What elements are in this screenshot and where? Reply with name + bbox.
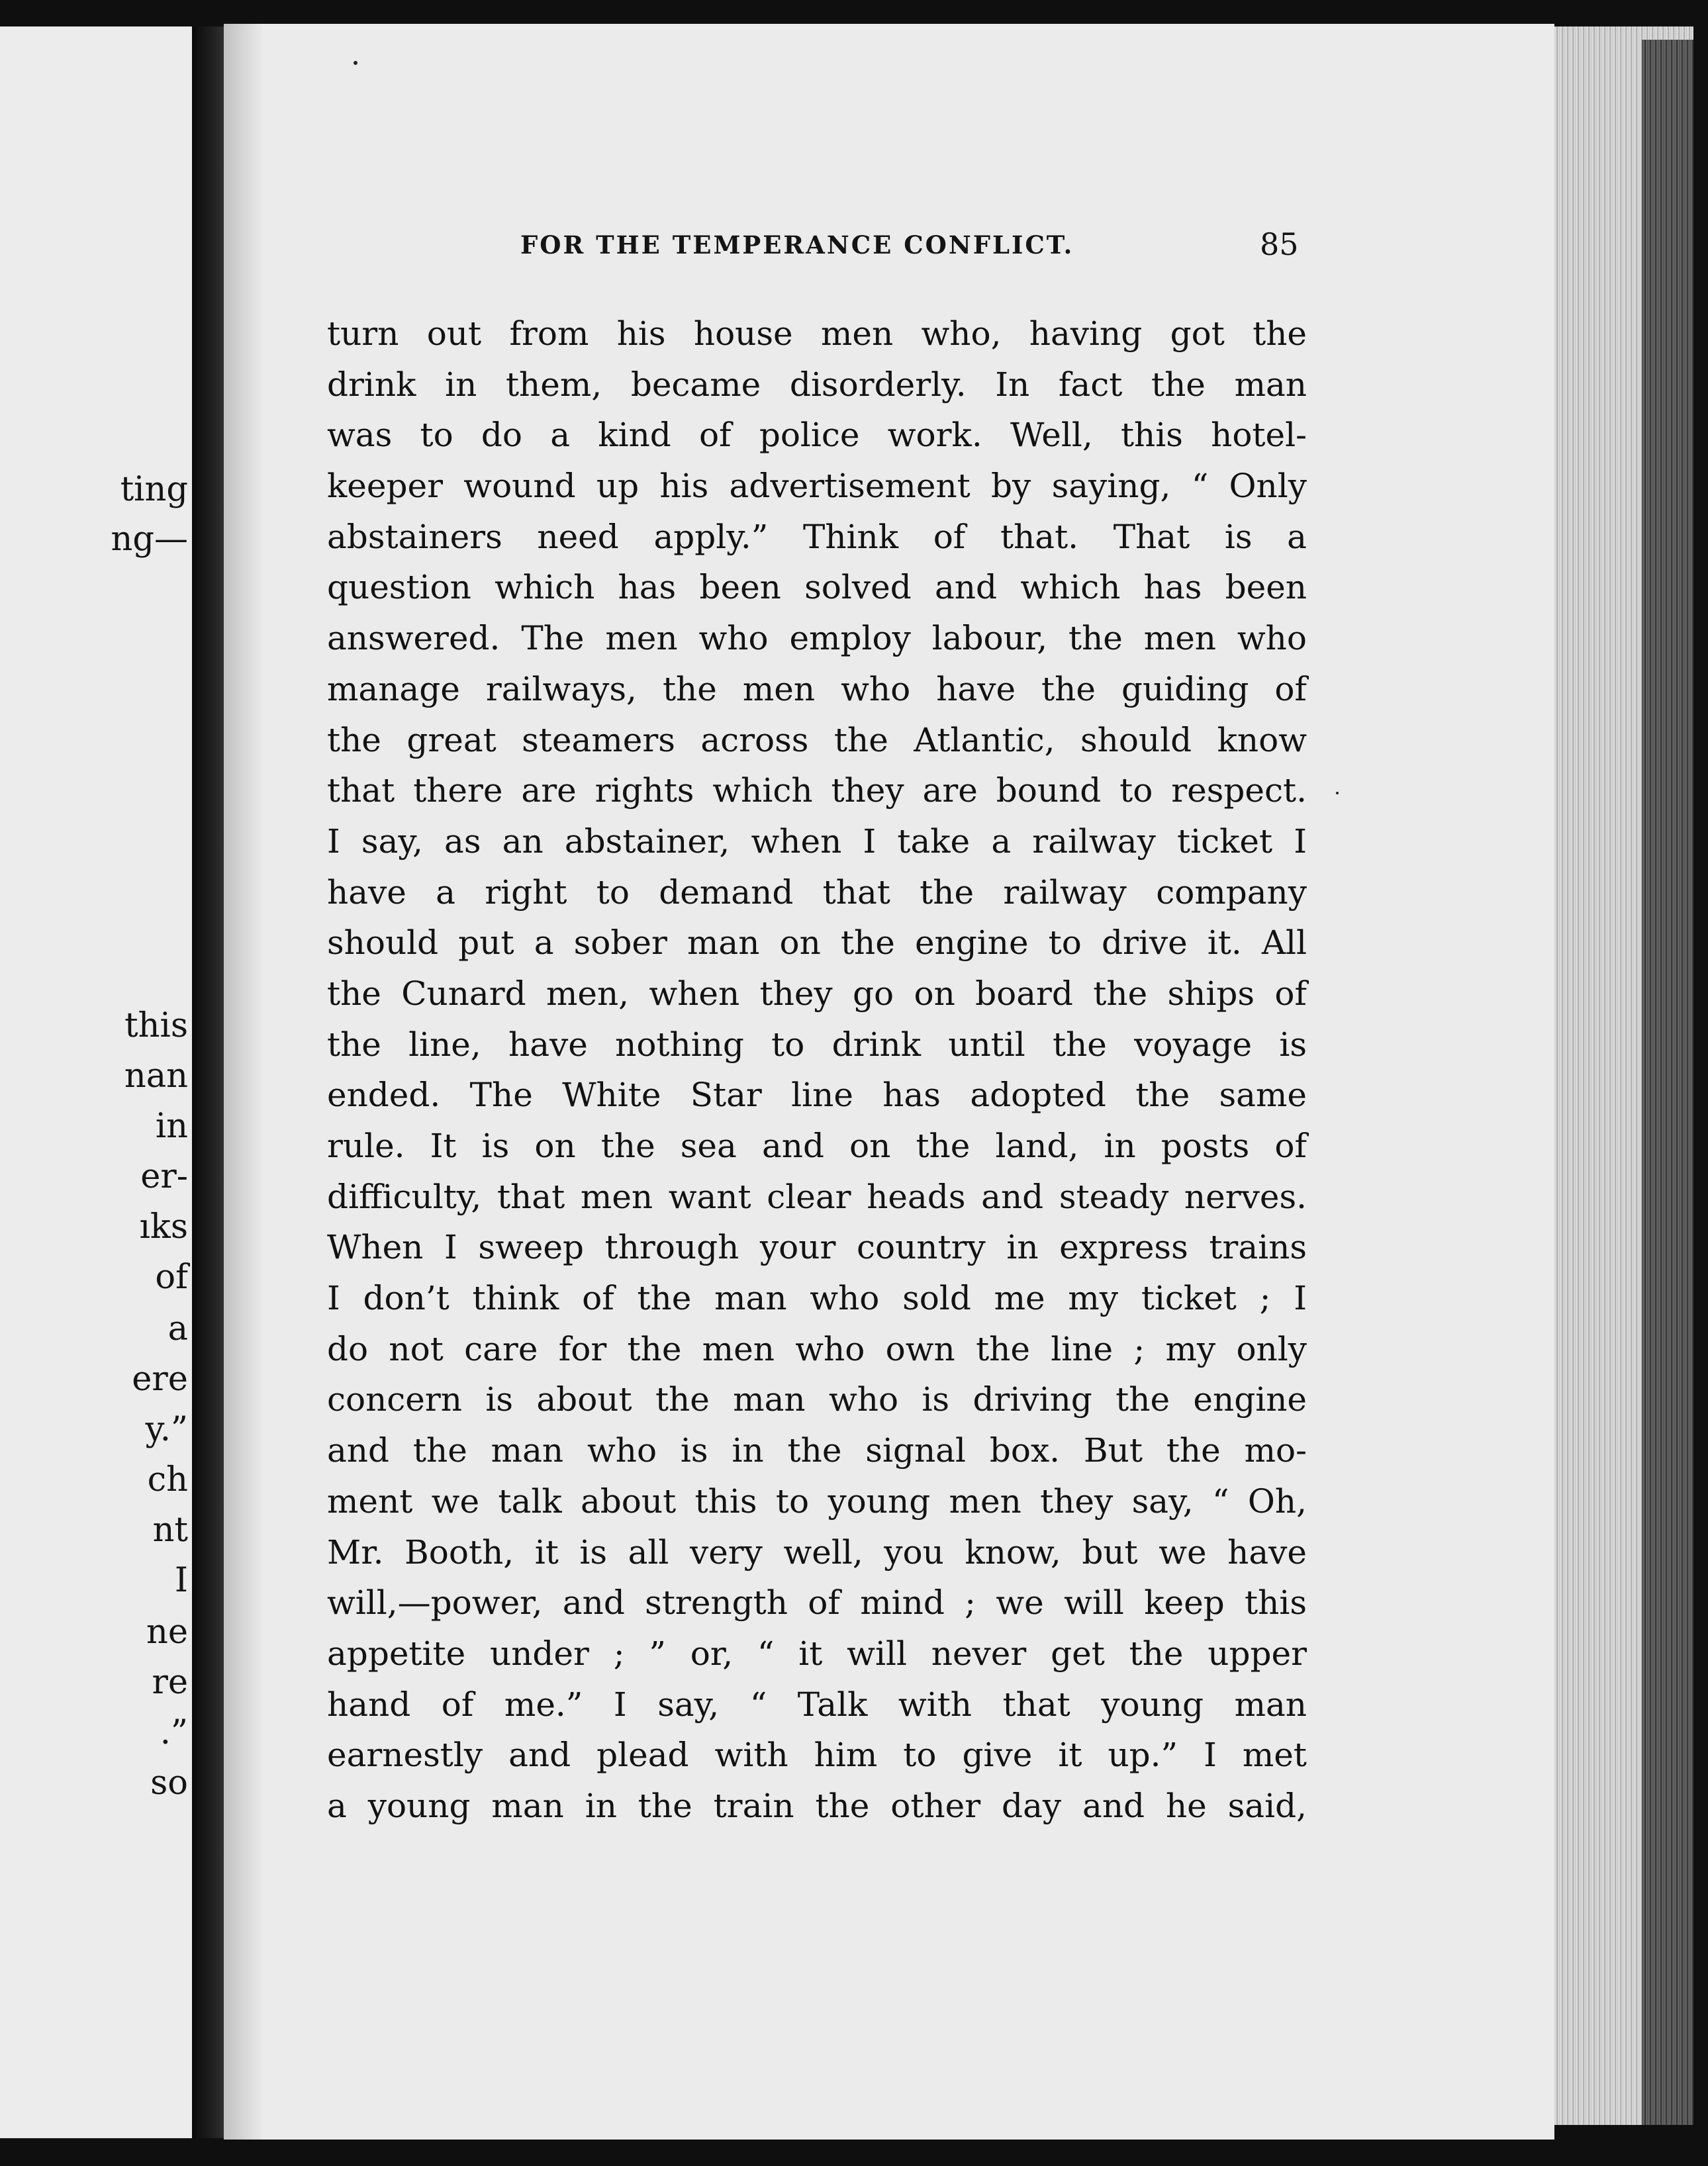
text-line: manage railways, the men who have the guiding of: [327, 669, 1307, 708]
text-line: appetite under ; ” or, “ it will never get the upper: [327, 1634, 1307, 1673]
text-line: have a right to demand that the railway company: [327, 872, 1307, 912]
facing-page-text: nan: [124, 1057, 188, 1096]
facing-page-text: er-: [140, 1157, 188, 1196]
text-line: ment we talk about this to young men they say, “ Oh,: [327, 1482, 1307, 1521]
facing-page-text: nt: [152, 1511, 188, 1550]
paper-speck: [1336, 792, 1339, 794]
text-line: turn out from his house men who, having got the: [327, 314, 1307, 353]
facing-page-text: .”: [160, 1713, 188, 1752]
facing-page-text: so: [150, 1764, 188, 1803]
text-line: the Cunard men, when they go on board the ships of: [327, 974, 1307, 1013]
facing-page-text: ne: [146, 1613, 188, 1652]
paper-speck: [354, 61, 357, 65]
text-line: When I sweep through your country in express trains: [327, 1228, 1307, 1267]
facing-page-text: a: [167, 1309, 188, 1348]
facing-page-text: ch: [147, 1460, 188, 1499]
page-number: 85: [1260, 226, 1299, 262]
facing-page-text: re: [152, 1663, 188, 1702]
text-line: earnestly and plead with him to give it up.” I met: [327, 1736, 1307, 1775]
facing-page-text: in: [155, 1107, 188, 1146]
text-line: concern is about the man who is driving the engine: [327, 1380, 1307, 1419]
text-line: do not care for the men who own the line ; my only: [327, 1329, 1307, 1368]
text-line: drink in them, became disorderly. In fact the man: [327, 365, 1307, 404]
text-line: the great steamers across the Atlantic, should know: [327, 720, 1307, 759]
facing-page-fragment: [0, 26, 192, 2138]
facing-page-text: this: [124, 1006, 188, 1045]
running-head: FOR THE TEMPERANCE CONFLICT.: [520, 230, 1074, 259]
text-line: was to do a kind of police work. Well, this hotel-: [327, 416, 1307, 455]
text-line: will,—power, and strength of mind ; we will keep this: [327, 1583, 1307, 1623]
text-line: ended. The White Star line has adopted the same: [327, 1076, 1307, 1115]
facing-page-text: y.”: [145, 1410, 188, 1449]
book-gutter: [192, 26, 224, 2138]
page-edges-dark: [1642, 40, 1693, 2125]
text-line: abstainers need apply.” Think of that. That is a: [327, 517, 1307, 556]
text-line: the line, have nothing to drink until the voyage is: [327, 1025, 1307, 1064]
text-line: a young man in the train the other day and he said,: [327, 1786, 1307, 1825]
text-line: and the man who is in the signal box. But the mo-: [327, 1431, 1307, 1470]
book-page: [224, 24, 1554, 2140]
text-line: I say, as an abstainer, when I take a railway ticket I: [327, 822, 1307, 861]
text-line: Mr. Booth, it is all very well, you know, but we have: [327, 1532, 1307, 1572]
text-line: rule. It is on the sea and on the land, in posts of: [327, 1127, 1307, 1165]
gutter-shadow: [224, 24, 263, 2140]
text-line: answered. The men who employ labour, the men who: [327, 619, 1307, 658]
facing-page-text: ere: [132, 1360, 188, 1399]
facing-page-text: ıks: [139, 1207, 188, 1247]
text-line: difficulty, that men want clear heads and steady nerves.: [327, 1177, 1307, 1216]
facing-page-text: I: [174, 1561, 188, 1600]
text-line: question which has been solved and which has been: [327, 568, 1307, 607]
body-text: [327, 308, 1307, 1832]
text-line: hand of me.” I say, “ Talk with that young man: [327, 1685, 1307, 1724]
facing-page-text: ng—: [111, 520, 188, 559]
facing-page-text: ting: [120, 470, 188, 509]
text-line: that there are rights which they are bound to respect.: [327, 771, 1307, 810]
text-line: should put a sober man on the engine to drive it. All: [327, 923, 1307, 963]
facing-page-text: of: [155, 1258, 188, 1297]
text-line: I don’t think of the man who sold me my ticket ; I: [327, 1279, 1307, 1318]
text-line: keeper wound up his advertisement by saying, “ Only: [327, 467, 1307, 506]
